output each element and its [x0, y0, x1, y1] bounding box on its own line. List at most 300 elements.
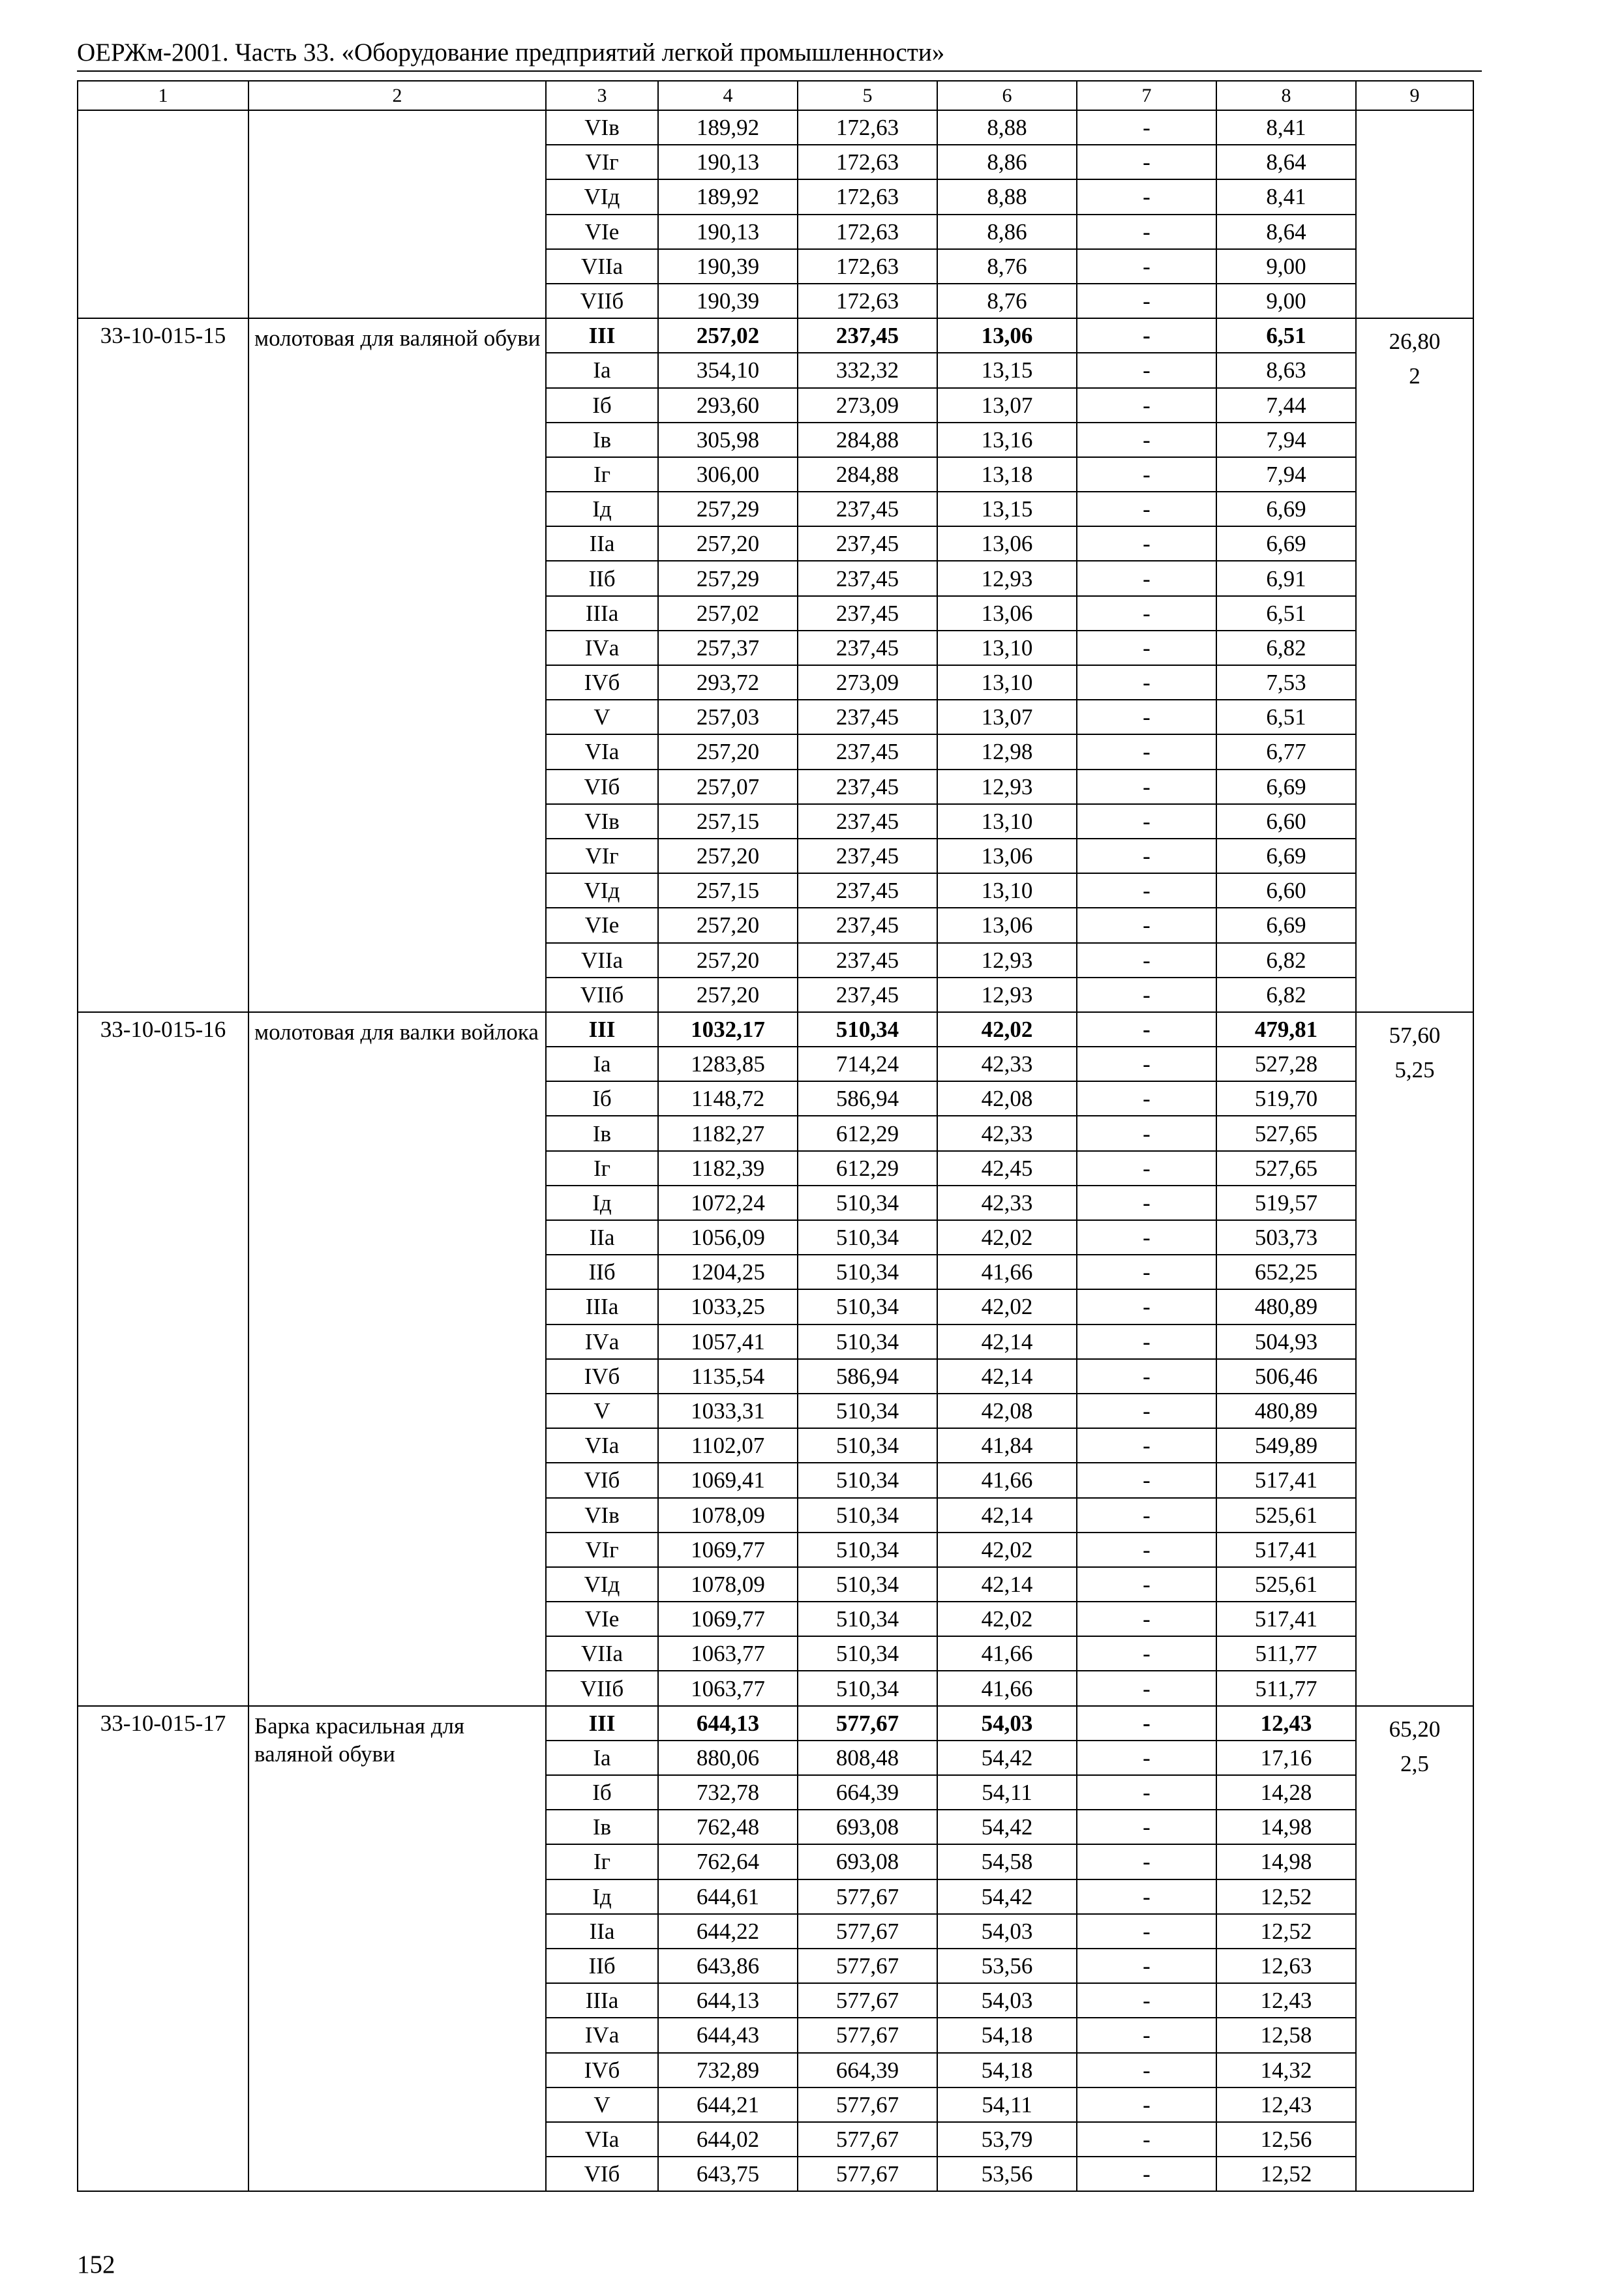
table-cell: VIб [546, 770, 658, 804]
table-cell: IVб [546, 1359, 658, 1394]
table-cell: - [1077, 561, 1216, 595]
table-cell: 577,67 [798, 1879, 937, 1914]
table-cell: VIа [546, 734, 658, 769]
table-cell: 693,08 [798, 1810, 937, 1844]
table-cell: - [1077, 770, 1216, 804]
table-cell: 237,45 [798, 526, 937, 561]
table-cell: Iд [546, 492, 658, 526]
table-cell: 257,20 [658, 943, 798, 978]
table-row [78, 1012, 1473, 1047]
table-cell: 586,94 [798, 1359, 937, 1394]
table-cell: 42,08 [937, 1081, 1077, 1116]
table-cell: - [1077, 1983, 1216, 2018]
table-cell: - [1077, 1359, 1216, 1394]
table-cell: VIг [546, 839, 658, 873]
table-cell: Iг [546, 1151, 658, 1186]
item-column-9: 26,80 2 [1356, 318, 1473, 1012]
table-cell: 880,06 [658, 1741, 798, 1775]
table-cell: 8,86 [937, 145, 1077, 179]
table-cell: Iг [546, 1844, 658, 1879]
table-cell: VIIа [546, 1636, 658, 1671]
table-cell: 644,22 [658, 1914, 798, 1949]
table-cell: 42,02 [937, 1533, 1077, 1567]
table-cell: 14,28 [1216, 1775, 1356, 1810]
table-cell: V [546, 2087, 658, 2122]
table-cell: 13,10 [937, 873, 1077, 908]
table-cell: 257,29 [658, 492, 798, 526]
table-cell: 14,98 [1216, 1810, 1356, 1844]
item-code [78, 110, 248, 318]
table-cell: 517,41 [1216, 1533, 1356, 1567]
table-cell: 643,86 [658, 1949, 798, 1983]
table-cell: 577,67 [798, 1983, 937, 2018]
table-cell: 510,34 [798, 1567, 937, 1602]
table-cell: 41,66 [937, 1463, 1077, 1497]
table-cell: 13,06 [937, 596, 1077, 631]
table-cell: - [1077, 734, 1216, 769]
table-cell: VIг [546, 145, 658, 179]
table-cell: 190,39 [658, 249, 798, 284]
item-name: молотовая для валяной обуви [248, 318, 546, 1012]
table-cell: 1056,09 [658, 1220, 798, 1255]
table-cell: IIб [546, 561, 658, 595]
table-cell: VIд [546, 1567, 658, 1602]
table-cell: 42,33 [937, 1186, 1077, 1220]
table-cell: 644,13 [658, 1706, 798, 1741]
table-cell: 506,46 [1216, 1359, 1356, 1394]
table-cell: 510,34 [798, 1602, 937, 1636]
column-number: 4 [658, 81, 798, 110]
table-cell: 293,60 [658, 388, 798, 423]
table-cell: - [1077, 908, 1216, 942]
table-cell: 257,02 [658, 318, 798, 353]
table-cell: - [1077, 2018, 1216, 2052]
table-cell: 13,06 [937, 908, 1077, 942]
table-cell: III [546, 1706, 658, 1741]
table-cell: 257,02 [658, 596, 798, 631]
table-cell: 237,45 [798, 561, 937, 595]
table-cell: 54,03 [937, 1914, 1077, 1949]
table-cell: 527,28 [1216, 1047, 1356, 1081]
table-cell: - [1077, 1463, 1216, 1497]
table-cell: 284,88 [798, 423, 937, 457]
table-cell: IVб [546, 2053, 658, 2087]
table-cell: 54,42 [937, 1810, 1077, 1844]
table-cell: IVа [546, 631, 658, 665]
table-cell: - [1077, 284, 1216, 318]
table-cell: Iб [546, 1775, 658, 1810]
table-cell: 577,67 [798, 1706, 937, 1741]
table-cell: 808,48 [798, 1741, 937, 1775]
table-cell: 504,93 [1216, 1324, 1356, 1359]
table-cell: 12,93 [937, 770, 1077, 804]
table-row [78, 110, 1473, 145]
table-cell: 257,03 [658, 700, 798, 734]
table-cell: VIв [546, 110, 658, 145]
table-cell: 190,13 [658, 145, 798, 179]
table-cell: 42,33 [937, 1116, 1077, 1150]
table-cell: - [1077, 526, 1216, 561]
table-cell: - [1077, 1498, 1216, 1533]
table-cell: - [1077, 1186, 1216, 1220]
header-rule [77, 70, 1482, 72]
table-cell: 8,76 [937, 249, 1077, 284]
table-cell: 1078,09 [658, 1567, 798, 1602]
table-cell: 503,73 [1216, 1220, 1356, 1255]
table-cell: - [1077, 145, 1216, 179]
table-cell: 42,02 [937, 1602, 1077, 1636]
page-header: ОЕРЖм-2001. Часть 33. «Оборудование предприятий легкой промышленности» [77, 38, 945, 67]
table-cell: 13,06 [937, 526, 1077, 561]
table-cell: 54,42 [937, 1879, 1077, 1914]
table-cell: - [1077, 1324, 1216, 1359]
table-cell: - [1077, 388, 1216, 423]
table-cell: 644,43 [658, 2018, 798, 2052]
table-cell: 42,14 [937, 1567, 1077, 1602]
table-cell: - [1077, 1394, 1216, 1428]
table-cell: 6,82 [1216, 631, 1356, 665]
table-cell: 12,43 [1216, 1983, 1356, 2018]
table-cell: 13,15 [937, 353, 1077, 387]
table-cell: IVа [546, 1324, 658, 1359]
table-cell: - [1077, 839, 1216, 873]
table-cell: - [1077, 353, 1216, 387]
table-cell: 53,56 [937, 2157, 1077, 2191]
table-cell: 237,45 [798, 943, 937, 978]
column-number: 2 [248, 81, 546, 110]
table-cell: 13,16 [937, 423, 1077, 457]
table-cell: 1033,31 [658, 1394, 798, 1428]
table-cell: 42,45 [937, 1151, 1077, 1186]
table-cell: 13,06 [937, 839, 1077, 873]
table-cell: 510,34 [798, 1636, 937, 1671]
table-cell: 519,57 [1216, 1186, 1356, 1220]
table-cell: 6,69 [1216, 908, 1356, 942]
table-cell: - [1077, 943, 1216, 978]
table-cell: 8,63 [1216, 353, 1356, 387]
table-cell: 257,20 [658, 839, 798, 873]
table-cell: - [1077, 804, 1216, 839]
table-cell: 172,63 [798, 249, 937, 284]
table-cell: - [1077, 1602, 1216, 1636]
table-cell: Iа [546, 1741, 658, 1775]
table-cell: 1283,85 [658, 1047, 798, 1081]
table-cell: 6,82 [1216, 978, 1356, 1012]
table-cell: VIIб [546, 978, 658, 1012]
column-number: 3 [546, 81, 658, 110]
table-cell: 12,43 [1216, 1706, 1356, 1741]
item-name: молотовая для валки войлока [248, 1012, 546, 1706]
table-cell: 237,45 [798, 908, 937, 942]
table-cell: 510,34 [798, 1012, 937, 1047]
table-cell: 42,02 [937, 1012, 1077, 1047]
table-cell: 54,18 [937, 2053, 1077, 2087]
table-cell: 8,64 [1216, 215, 1356, 249]
table-cell: 6,60 [1216, 873, 1356, 908]
table-cell: 517,41 [1216, 1602, 1356, 1636]
table-cell: - [1077, 1844, 1216, 1879]
table-cell: 1069,77 [658, 1533, 798, 1567]
table-cell: 1182,27 [658, 1116, 798, 1150]
table-cell: III [546, 1012, 658, 1047]
table-cell: 14,98 [1216, 1844, 1356, 1879]
table-cell: 189,92 [658, 179, 798, 214]
table-cell: IIб [546, 1255, 658, 1289]
table-cell: 714,24 [798, 1047, 937, 1081]
table-cell: 8,41 [1216, 110, 1356, 145]
table-cell: 6,69 [1216, 526, 1356, 561]
table-cell: 237,45 [798, 770, 937, 804]
table-cell: 8,86 [937, 215, 1077, 249]
table-cell: 577,67 [798, 2122, 937, 2157]
table-cell: - [1077, 1775, 1216, 1810]
table-cell: VIв [546, 804, 658, 839]
table-cell: 53,56 [937, 1949, 1077, 1983]
table-cell: 1148,72 [658, 1081, 798, 1116]
table-cell: Iб [546, 388, 658, 423]
table-cell: 664,39 [798, 1775, 937, 1810]
table-cell: IIа [546, 1220, 658, 1255]
table-cell: 293,72 [658, 665, 798, 700]
table-cell: - [1077, 1879, 1216, 1914]
table-cell: 8,76 [937, 284, 1077, 318]
table-cell: 12,52 [1216, 1914, 1356, 1949]
table-cell: Iв [546, 1810, 658, 1844]
table-cell: Iд [546, 1879, 658, 1914]
table-cell: VIIб [546, 1671, 658, 1705]
table-cell: - [1077, 1636, 1216, 1671]
item-code: 33-10-015-16 [78, 1012, 248, 1706]
table-cell: 41,84 [937, 1428, 1077, 1463]
table-cell: 237,45 [798, 734, 937, 769]
table-cell: 643,75 [658, 2157, 798, 2191]
table-cell: 237,45 [798, 631, 937, 665]
table-cell: 7,94 [1216, 457, 1356, 492]
table-cell: 54,18 [937, 2018, 1077, 2052]
table-cell: 13,10 [937, 804, 1077, 839]
table-cell: 257,07 [658, 770, 798, 804]
table-cell: IVб [546, 665, 658, 700]
table-cell: 1069,77 [658, 1602, 798, 1636]
table-cell: V [546, 1394, 658, 1428]
column-number: 7 [1077, 81, 1216, 110]
table-cell: VIа [546, 1428, 658, 1463]
table-cell: 577,67 [798, 2157, 937, 2191]
table-cell: 480,89 [1216, 1289, 1356, 1324]
table-cell: 12,63 [1216, 1949, 1356, 1983]
table-cell: 189,92 [658, 110, 798, 145]
column-number-row [78, 81, 1473, 110]
price-table [77, 80, 1474, 2192]
item-name [248, 110, 546, 318]
table-cell: 1032,17 [658, 1012, 798, 1047]
table-cell: 6,69 [1216, 839, 1356, 873]
table-cell: - [1077, 978, 1216, 1012]
table-cell: 693,08 [798, 1844, 937, 1879]
table-cell: V [546, 700, 658, 734]
table-cell: 14,32 [1216, 2053, 1356, 2087]
table-cell: 7,44 [1216, 388, 1356, 423]
table-cell: Iа [546, 1047, 658, 1081]
table-cell: 6,82 [1216, 943, 1356, 978]
table-cell: VIIа [546, 249, 658, 284]
table-cell: 332,32 [798, 353, 937, 387]
table-cell: - [1077, 1012, 1216, 1047]
table-cell: VIб [546, 2157, 658, 2191]
table-cell: 519,70 [1216, 1081, 1356, 1116]
table-cell: 510,34 [798, 1324, 937, 1359]
table-cell: 586,94 [798, 1081, 937, 1116]
table-cell: 237,45 [798, 978, 937, 1012]
table-cell: 525,61 [1216, 1567, 1356, 1602]
table-cell: VIе [546, 1602, 658, 1636]
table-cell: 644,02 [658, 2122, 798, 2157]
table-cell: - [1077, 457, 1216, 492]
table-cell: 42,33 [937, 1047, 1077, 1081]
table-cell: - [1077, 423, 1216, 457]
table-cell: 8,88 [937, 110, 1077, 145]
table-cell: 257,20 [658, 526, 798, 561]
table-cell: - [1077, 631, 1216, 665]
table-cell: 6,51 [1216, 700, 1356, 734]
table-cell: 577,67 [798, 2018, 937, 2052]
table-cell: IIIа [546, 1289, 658, 1324]
table-cell: - [1077, 492, 1216, 526]
table-cell: - [1077, 596, 1216, 631]
column-number: 9 [1356, 81, 1473, 110]
table-cell: 257,15 [658, 873, 798, 908]
item-column-9: 65,20 2,5 [1356, 1706, 1473, 2192]
table-cell: 237,45 [798, 804, 937, 839]
table-cell: VIIа [546, 943, 658, 978]
table-cell: - [1077, 1220, 1216, 1255]
table-cell: 644,13 [658, 1983, 798, 2018]
table-cell: 190,39 [658, 284, 798, 318]
table-cell: 1072,24 [658, 1186, 798, 1220]
table-cell: 510,34 [798, 1255, 937, 1289]
table-cell: 7,53 [1216, 665, 1356, 700]
table-cell: 12,93 [937, 943, 1077, 978]
item-column-9: 57,60 5,25 [1356, 1012, 1473, 1706]
table-cell: 6,77 [1216, 734, 1356, 769]
table-cell: 9,00 [1216, 249, 1356, 284]
table-cell: 54,11 [937, 1775, 1077, 1810]
table-cell: 510,34 [798, 1533, 937, 1567]
table-cell: 42,14 [937, 1324, 1077, 1359]
table-cell: - [1077, 1255, 1216, 1289]
table-cell: 13,06 [937, 318, 1077, 353]
table-cell: - [1077, 2087, 1216, 2122]
table-cell: 1135,54 [658, 1359, 798, 1394]
table-cell: 13,07 [937, 388, 1077, 423]
table-cell: 172,63 [798, 145, 937, 179]
column-number: 6 [937, 81, 1077, 110]
table-cell: - [1077, 1289, 1216, 1324]
table-cell: - [1077, 249, 1216, 284]
table-cell: 12,52 [1216, 1879, 1356, 1914]
table-cell: 257,29 [658, 561, 798, 595]
table-cell: 6,69 [1216, 770, 1356, 804]
table-cell: 527,65 [1216, 1116, 1356, 1150]
table-cell: 172,63 [798, 284, 937, 318]
table-cell: VIIб [546, 284, 658, 318]
table-cell: 525,61 [1216, 1498, 1356, 1533]
table-cell: 42,08 [937, 1394, 1077, 1428]
table-cell: 13,10 [937, 631, 1077, 665]
table-cell: 12,93 [937, 978, 1077, 1012]
table-cell: 42,14 [937, 1359, 1077, 1394]
table-cell: 1102,07 [658, 1428, 798, 1463]
table-cell: 1057,41 [658, 1324, 798, 1359]
table-cell: 12,52 [1216, 2157, 1356, 2191]
table-cell: 237,45 [798, 492, 937, 526]
table-cell: 12,58 [1216, 2018, 1356, 2052]
table-cell: 305,98 [658, 423, 798, 457]
table-cell: 6,91 [1216, 561, 1356, 595]
table-cell: 13,07 [937, 700, 1077, 734]
table-cell: III [546, 318, 658, 353]
table-cell: 510,34 [798, 1394, 937, 1428]
table-cell: - [1077, 2122, 1216, 2157]
column-number: 1 [78, 81, 248, 110]
table-cell: 172,63 [798, 110, 937, 145]
table-cell: 577,67 [798, 2087, 937, 2122]
table-cell: 762,48 [658, 1810, 798, 1844]
table-cell: 652,25 [1216, 1255, 1356, 1289]
table-cell: VIд [546, 179, 658, 214]
table-cell: 510,34 [798, 1498, 937, 1533]
table-cell: - [1077, 665, 1216, 700]
table-cell: 480,89 [1216, 1394, 1356, 1428]
table-cell: 13,10 [937, 665, 1077, 700]
table-cell: 273,09 [798, 665, 937, 700]
table-cell: 577,67 [798, 1949, 937, 1983]
table-cell: - [1077, 1914, 1216, 1949]
table-cell: 53,79 [937, 2122, 1077, 2157]
table-cell: 284,88 [798, 457, 937, 492]
table-cell: - [1077, 318, 1216, 353]
table-cell: 54,03 [937, 1983, 1077, 2018]
table-cell: 54,03 [937, 1706, 1077, 1741]
table-row [78, 1706, 1473, 1741]
table-cell: VIв [546, 1498, 658, 1533]
table-cell: - [1077, 1533, 1216, 1567]
table-cell: - [1077, 1949, 1216, 1983]
table-cell: - [1077, 1116, 1216, 1150]
table-cell: 1204,25 [658, 1255, 798, 1289]
table-cell: 237,45 [798, 839, 937, 873]
table-cell: 510,34 [798, 1289, 937, 1324]
table-cell: 479,81 [1216, 1012, 1356, 1047]
table-cell: 549,89 [1216, 1428, 1356, 1463]
table-cell: - [1077, 110, 1216, 145]
table-cell: 8,88 [937, 179, 1077, 214]
table-cell: IIа [546, 526, 658, 561]
table-cell: 54,42 [937, 1741, 1077, 1775]
table-cell: 664,39 [798, 2053, 937, 2087]
item-column-9 [1356, 110, 1473, 318]
item-code: 33-10-015-17 [78, 1706, 248, 2192]
table-cell: VIд [546, 873, 658, 908]
table-cell: - [1077, 873, 1216, 908]
table-cell: - [1077, 1706, 1216, 1741]
table-cell: 237,45 [798, 700, 937, 734]
table-cell: 8,41 [1216, 179, 1356, 214]
table-cell: IIIа [546, 1983, 658, 2018]
table-cell: 172,63 [798, 215, 937, 249]
table-cell: 13,15 [937, 492, 1077, 526]
table-cell: VIб [546, 1463, 658, 1497]
